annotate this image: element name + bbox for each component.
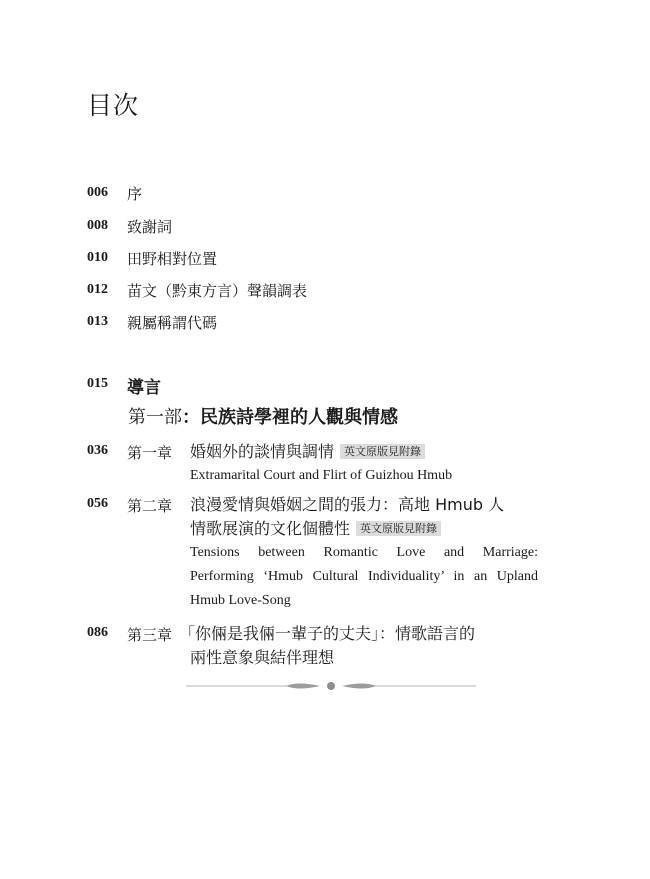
appendix-badge: 英文原版見附錄: [340, 444, 425, 459]
page-title: 目次: [87, 91, 140, 120]
chapter-title-line: 兩性意象與結伴理想: [190, 648, 335, 667]
page-number: 010: [87, 250, 108, 265]
page-number: 012: [87, 282, 108, 297]
chapter-title: [190, 493, 504, 541]
entry-label: 導言: [127, 378, 161, 398]
chapter-title-line: 「你倆是我倆一輩子的丈夫」：情歌語言的: [179, 624, 476, 643]
chapter-title-line: 婚姻外的談情與調情: [190, 442, 335, 461]
part-heading: [128, 403, 398, 429]
entry-label: 苗文（黔東方言）聲韻調表: [127, 282, 308, 300]
chapter-number: 第一章: [127, 444, 173, 462]
page-number: 056: [87, 496, 108, 511]
chapter-title: [179, 622, 475, 670]
english-title-line: Performing ‘Hmub Cultural Individuality’ in an Upland: [190, 569, 538, 584]
entry-label: 致謝詞: [127, 218, 173, 236]
page-number: 006: [87, 185, 108, 200]
part-prefix: 第一部: [128, 407, 182, 428]
page-number: 008: [87, 218, 108, 233]
english-title-line: Tensions between Romantic Love and Marriage:: [190, 545, 538, 560]
page-number: 015: [87, 376, 108, 391]
page-number: 086: [87, 625, 108, 640]
chapter-english-title-end: [190, 589, 291, 613]
english-title-line: Extramarital Court and Flirt of Guizhou Hmub: [190, 468, 453, 483]
divider-flourish-icon: [186, 680, 476, 692]
chapter-english-title: [190, 541, 538, 589]
page-number: 036: [87, 443, 108, 458]
page-number: 013: [87, 314, 108, 329]
appendix-badge: 英文原版見附錄: [356, 521, 441, 536]
entry-label: 田野相對位置: [127, 250, 218, 268]
chapter-number: 第三章: [127, 626, 173, 644]
part-title: ：民族詩學裡的人觀與情感: [182, 407, 398, 428]
chapter-number: 第二章: [127, 497, 173, 515]
entry-label: 序: [127, 185, 143, 203]
entry-label: 親屬稱謂代碼: [127, 314, 218, 332]
chapter-title-line: 浪漫愛情與婚姻之間的張力：高地 Hmub 人: [190, 495, 505, 514]
chapter-title-line: 情歌展演的文化個體性: [190, 519, 351, 538]
chapter-title: [190, 440, 425, 464]
chapter-english-title: [190, 464, 452, 488]
english-title-line: Hmub Love-Song: [190, 593, 291, 608]
